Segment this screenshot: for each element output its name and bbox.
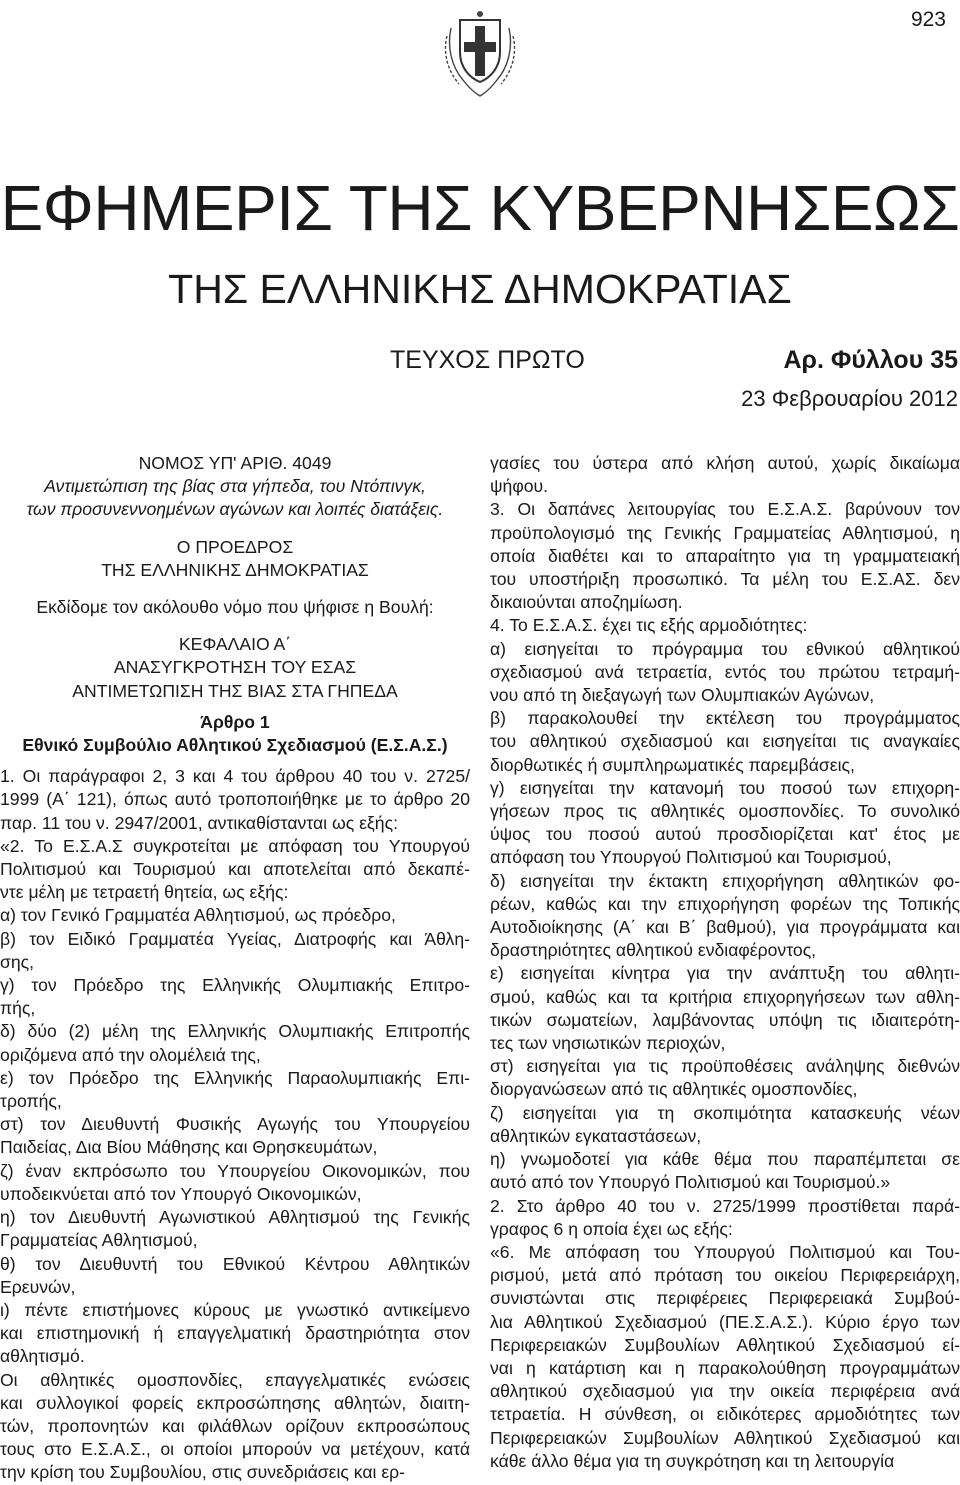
- issue-date: 23 Φεβρουαρίου 2012: [741, 386, 958, 411]
- right-body-text: [490, 452, 960, 1473]
- left-body-line: την κρίση του Συμβουλίου, στις συνεδριάσεις και ερ-: [0, 1462, 406, 1483]
- right-body-line: ψήφου.: [490, 476, 549, 497]
- right-body-line: Αυτοδιοίκησης (Α΄ και Β΄ βαθμού), για προγράμματα και: [490, 917, 960, 938]
- left-body-line: 1999 (Α΄ 121), όπως αυτό τροποποιήθηκε με το άρθρο 20: [0, 789, 470, 810]
- right-column: [490, 452, 960, 1473]
- right-body-line: αυτό από τον Υπουργό Πολιτισμού και Τουρισμού.»: [490, 1172, 891, 1193]
- right-body-line: τετραετία. Η σύνθεση, οι ειδικότερες αρμοδιότητες των: [490, 1404, 960, 1425]
- right-body-line: ζ) εισηγείται για τη σκοπιμότητα κατασκευής νέων: [490, 1102, 960, 1123]
- left-body-line: ζ) έναν εκπρόσωπο του Υπουργείου Οικονομικών, που: [0, 1160, 470, 1181]
- right-body-line: στ) εισηγείται για τις προϋποθέσεις ανάληψης διεθνών: [490, 1056, 960, 1077]
- right-body-line: αθλητικού σχεδιασμού για την οικεία περιφέρεια ανά: [490, 1381, 960, 1402]
- right-body-line: αθλητικών εγκαταστάσεων,: [490, 1125, 702, 1146]
- left-body-line: Γραμματείας Αθλητισμού,: [0, 1230, 198, 1251]
- chapter-number: ΚΕΦΑΛΑΙΟ Α΄: [178, 634, 292, 655]
- right-body-line: δικαιούνται αποζημίωση.: [490, 592, 683, 613]
- right-body-line: νου από τη διεξαγωγή των Ολυμπιακών Αγώνων,: [490, 685, 875, 706]
- left-body-line: β) τον Ειδικό Γραμματέα Υγείας, Διατροφής και Άθλη-: [0, 928, 470, 949]
- greek-coat-of-arms-emblem: [437, 6, 523, 100]
- left-body-line: τών, προπονητών και φιλάθλων ορίζουν εκπροσώπους: [0, 1415, 470, 1436]
- right-body-line: απόφαση του Υπουργού Πολιτισμού και Τουρισμού,: [490, 847, 892, 868]
- left-body-line: γ) τον Πρόεδρο της Ελληνικής Ολυμπιακής Επιτρο-: [0, 975, 470, 996]
- right-body-line: οποία διαθέτει και το απαραίτητο για τη γραμματειακή: [490, 545, 960, 566]
- gazette-subtitle: ΤΗΣ ΕΛΛΗΝΙΚΗΣ ΔΗΜΟΚΡΑΤΙΑΣ: [168, 266, 792, 312]
- left-body-line: και επιστημονική ή επαγγελματική δραστηριότητα στον: [0, 1323, 470, 1344]
- left-body-line: 1. Οι παράγραφοι 2, 3 και 4 του άρθρου 40 του ν. 2725/: [0, 766, 470, 787]
- right-body-line: γασίες του ύστερα από κλήση αυτού, χωρίς δικαίωμα: [490, 453, 960, 473]
- right-body-line: σχεδιασμού ανά τετραετία, εντός του πρώτου τετραμή-: [490, 661, 960, 682]
- left-body-line: η) τον Διευθυντή Αγωνιστικού Αθλητισμού της Γενικής: [0, 1207, 470, 1228]
- left-body-line: Πολιτισμού και Τουρισμού και αποτελείται από δεκαπέ-: [0, 859, 470, 880]
- left-body-line: «2. Το Ε.Σ.Α.Σ συγκροτείται με απόφαση του Υπουργού: [0, 835, 470, 856]
- left-body-line: αθλητισμό.: [0, 1346, 85, 1367]
- left-body-line: ντε μέλη με τετραετή θητεία, ως εξής:: [0, 882, 289, 903]
- right-body-line: γήσεων προς τις αθλητικές ομοσπονδίες. Το συνολικό: [490, 801, 960, 822]
- right-body-line: 2. Στο άρθρο 40 του ν. 2725/1999 προστίθεται παρά-: [490, 1195, 960, 1216]
- right-body-line: ναι η κατάρτιση και η παρακολούθηση προγραμμάτων: [490, 1357, 960, 1378]
- left-column: [0, 452, 470, 1485]
- sheet-number: Αρ. Φύλλου 35: [783, 346, 958, 374]
- enactment-formula: Εκδίδομε τον ακόλουθο νόμο που ψήφισε η Βουλή:: [36, 597, 434, 618]
- left-body-line: ε) τον Πρόεδρο της Ελληνικής Παραολυμπιακής Επι-: [0, 1067, 470, 1088]
- right-body-line: δ) εισηγείται την έκτακτη επιχορήγηση αθλητικών φο-: [490, 870, 960, 891]
- right-body-line: Περιφερειακών Συμβουλίων Αθλητικού Σχεδιασμού και: [490, 1427, 960, 1448]
- right-body-line: σμού, καθώς και τα κριτήρια επιχορηγήσεων των αθλη-: [490, 986, 960, 1007]
- right-body-line: 3. Οι δαπάνες λειτουργίας του Ε.Σ.Α.Σ. βαρύνουν τον: [490, 499, 960, 520]
- left-body-line: τους στο Ε.Σ.Α.Σ., οι οποίοι μπορούν να μετέχουν, κατά: [0, 1439, 470, 1460]
- right-body-line: κάθε άλλο θέμα για τη συγκρότηση και τη λειτουργία: [490, 1450, 895, 1471]
- left-body-line: θ) τον Διευθυντή του Εθνικού Κέντρου Αθλητικών: [0, 1253, 470, 1274]
- left-body-line: στ) τον Διευθυντή Φυσικής Αγωγής του Υπουργείου: [0, 1114, 470, 1135]
- left-body-line: δ) δύο (2) μέλη της Ελληνικής Ολυμπιακής Επιτροπής: [0, 1021, 470, 1042]
- law-subject-line-2: των προσυνεννοημένων αγώνων και λοιπές διατάξεις.: [26, 499, 444, 520]
- president-heading-1: Ο ΠΡΟΕΔΡΟΣ: [176, 536, 294, 557]
- left-body-line: σης,: [0, 951, 35, 972]
- right-body-line: γραφος 6 η οποία έχει ως εξής:: [490, 1218, 733, 1239]
- right-body-line: «6. Με απόφαση του Υπουργού Πολιτισμού και Του-: [490, 1241, 960, 1262]
- right-body-line: α) εισηγείται το πρόγραμμα του εθνικού αθλητικού: [490, 638, 960, 659]
- right-body-line: διοργανώσεων από τις αθλητικές ομοσπονδίες,: [490, 1079, 858, 1100]
- law-number: ΝΟΜΟΣ ΥΠ' ΑΡΙΘ. 4049: [138, 453, 332, 473]
- right-body-line: του αθλητικού σχεδιασμού και εισηγείται τις αναγκαίες: [490, 731, 960, 752]
- right-body-line: του υποστήριξη προσωπικό. Τα μέλη του Ε.Σ.ΑΣ. δεν: [490, 569, 960, 590]
- issue-label: ΤΕΥΧΟΣ ΠΡΩΤΟ: [390, 346, 585, 374]
- right-body-line: γ) εισηγείται την κατανομή του ποσού των επιχορη-: [490, 777, 960, 798]
- left-body-line: και συλλογικοί φορείς εκπροσώπησης αθλητών, διαιτη-: [0, 1392, 470, 1413]
- left-body-line: τροπής,: [0, 1091, 62, 1112]
- chapter-title-2: ΑΝΤΙΜΕΤΩΠΙΣΗ ΤΗΣ ΒΙΑΣ ΣΤΑ ΓΗΠΕΔΑ: [72, 680, 398, 701]
- right-body-line: ρισμού, μετά από πρόταση του οικείου Περιφερειάρχη,: [490, 1265, 960, 1286]
- left-body-line: ι) πέντε επιστήμονες κύρους με γνωστικό αντικείμενο: [0, 1299, 470, 1320]
- president-heading-2: ΤΗΣ ΕΛΛΗΝΙΚΗΣ ΔΗΜΟΚΡΑΤΙΑΣ: [101, 559, 369, 580]
- left-body-line: πής,: [0, 998, 36, 1019]
- right-body-line: προϋπολογισμό της Γενικής Γραμματείας Αθλητισμού, η: [490, 522, 960, 543]
- right-body-line: β) παρακολουθεί την εκτέλεση του προγράμματος: [490, 708, 960, 729]
- right-body-line: ε) εισηγείται κίνητρα για την ανάπτυξη του αθλητι-: [490, 963, 960, 984]
- left-body-text: [0, 765, 470, 1484]
- left-body-line: υποδεικνύεται από τον Υπουργό Οικονομικών,: [0, 1183, 362, 1204]
- left-body-line: α) τον Γενικό Γραμματέα Αθλητισμού, ως πρόεδρο,: [0, 905, 396, 926]
- right-body-line: ύψος του ποσού αυτού προσδιορίζεται κατ' έτος με: [490, 824, 960, 845]
- right-body-line: τες των νησιωτικών περιοχών,: [490, 1033, 726, 1054]
- left-body-line: Παιδείας, Δια Βίου Μάθησης και Θρησκευμάτων,: [0, 1137, 378, 1158]
- right-body-line: λια Αθλητικού Σχεδιασμού (ΠΕ.Σ.Α.Σ.). Κύριο έργο των: [490, 1311, 960, 1332]
- left-body-line: οριζόμενα από την ολομέλειά της,: [0, 1044, 261, 1065]
- left-body-line: Οι αθλητικές ομοσπονδίες, επαγγελματικές ενώσεις: [0, 1369, 470, 1390]
- article-number: Άρθρο 1: [200, 711, 270, 732]
- right-body-line: τικών σωματείων, λαμβάνοντας υπόψη τις ιδιαιτερότη-: [490, 1009, 960, 1030]
- right-body-line: συνιστώνται στις περιφέρειες Περιφερειακά Συμβού-: [490, 1288, 960, 1309]
- right-body-line: διορθωτικές ή συμπληρωματικές παρεμβάσεις,: [490, 754, 855, 775]
- right-body-line: Περιφερειακών Συμβουλίων Αθλητικού Σχεδιασμού εί-: [490, 1334, 960, 1355]
- issue-row: [390, 346, 958, 380]
- right-body-line: ρέων, καθώς και την επιχορήγηση φορέων της Τοπικής: [490, 893, 960, 914]
- right-body-line: η) γνωμοδοτεί για κάθε θέμα που παραπέμπεται σε: [490, 1149, 960, 1170]
- chapter-title-1: ΑΝΑΣΥΓΚΡΟΤΗΣΗ ΤΟΥ ΕΣΑΣ: [113, 657, 357, 678]
- right-body-line: 4. Το Ε.Σ.Α.Σ. έχει τις εξής αρμοδιότητες:: [490, 615, 808, 636]
- article-title: Εθνικό Συμβούλιο Αθλητικού Σχεδιασμού (Ε.Σ.Α.Σ.): [22, 735, 448, 756]
- gazette-title: ΕΦΗΜΕΡΙΣ ΤΗΣ ΚΥΒΕΡΝΗΣΕΩΣ: [0, 172, 960, 244]
- law-subject-line-1: Αντιμετώπιση της βίας στα γήπεδα, του Ντόπινγκ,: [44, 476, 426, 497]
- left-body-line: Ερευνών,: [0, 1276, 76, 1297]
- right-body-line: δραστηριότητες αθλητικού ενδιαφέροντος,: [490, 940, 817, 961]
- left-body-line: παρ. 11 του ν. 2947/2001, αντικαθίστανται ως εξής:: [0, 812, 398, 833]
- page-number: 923: [910, 8, 946, 31]
